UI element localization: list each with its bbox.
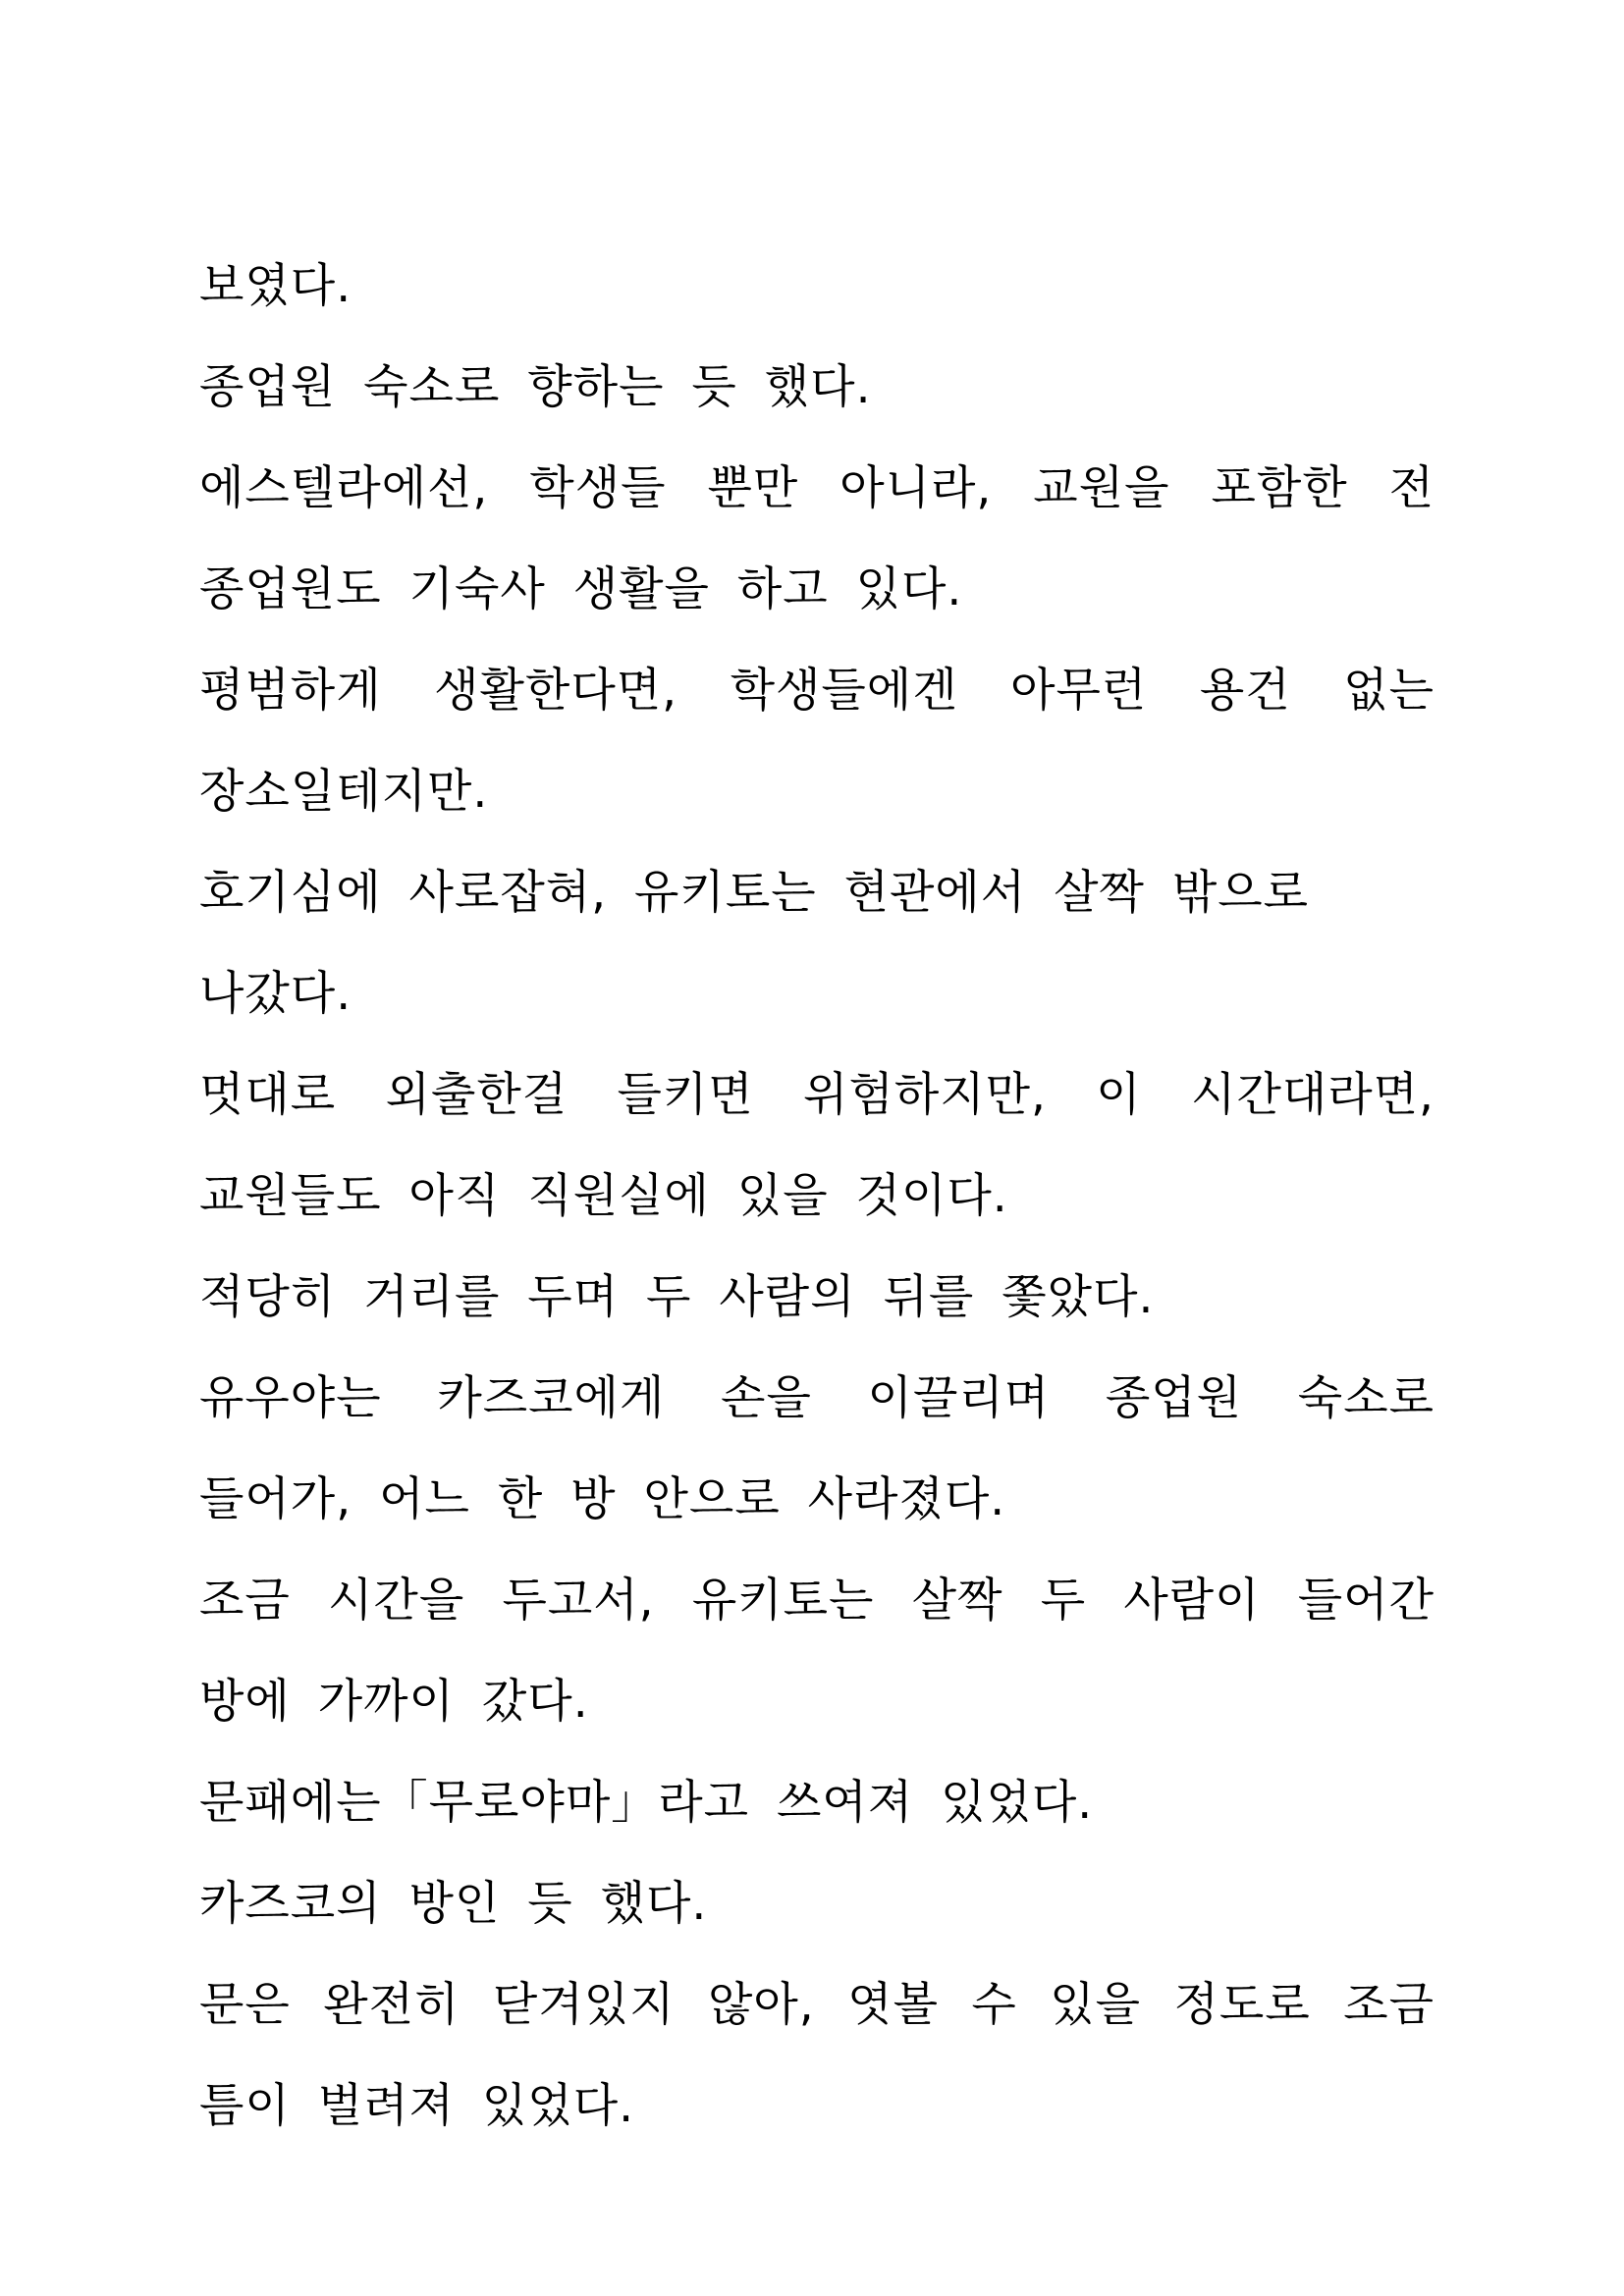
paragraph: 조금 시간을 두고서, 유키토는 살짝 두 사람이 들어간 방에 가까이 갔다.	[199, 1574, 1435, 1729]
paragraph: 유우야는 카즈코에게 손을 이끌리며 종업원 숙소로 들어가, 어느 한 방 안으로 사라졌다.	[199, 1371, 1435, 1526]
paragraph: 멋대로 외출한걸 들키면 위험하지만, 이 시간대라면, 교원들도 아직 직원실에 있을 것이다.	[199, 1068, 1435, 1223]
paragraph: 보였다.	[199, 259, 352, 313]
paragraph: 카즈코의 방인 듯 했다.	[199, 1877, 708, 1931]
paragraph: 종업원 숙소로 향하는 듯 했다.	[199, 360, 872, 414]
text-body	[199, 236, 1435, 2157]
paragraph: 적당히 거리를 두며 두 사람의 뒤를 쫓았다.	[199, 1270, 1155, 1324]
paragraph: 평범하게 생활한다면, 학생들에겐 아무런 용건 없는 장소일테지만.	[199, 664, 1435, 819]
paragraph: 문은 완전히 닫겨있지 않아, 엿볼 수 있을 정도로 조금 틈이 벌려져 있었다.	[199, 1978, 1435, 2133]
paragraph: 호기심에 사로잡혀, 유키토는 현관에서 살짝 밖으로 나갔다.	[199, 866, 1310, 1021]
paragraph: 문패에는「무로야마」라고 쓰여져 있었다.	[199, 1776, 1094, 1830]
paragraph: 에스텔라에선, 학생들 뿐만 아니라, 교원을 포함한 전 종업원도 기숙사 생활을 하고 있다.	[199, 461, 1435, 616]
